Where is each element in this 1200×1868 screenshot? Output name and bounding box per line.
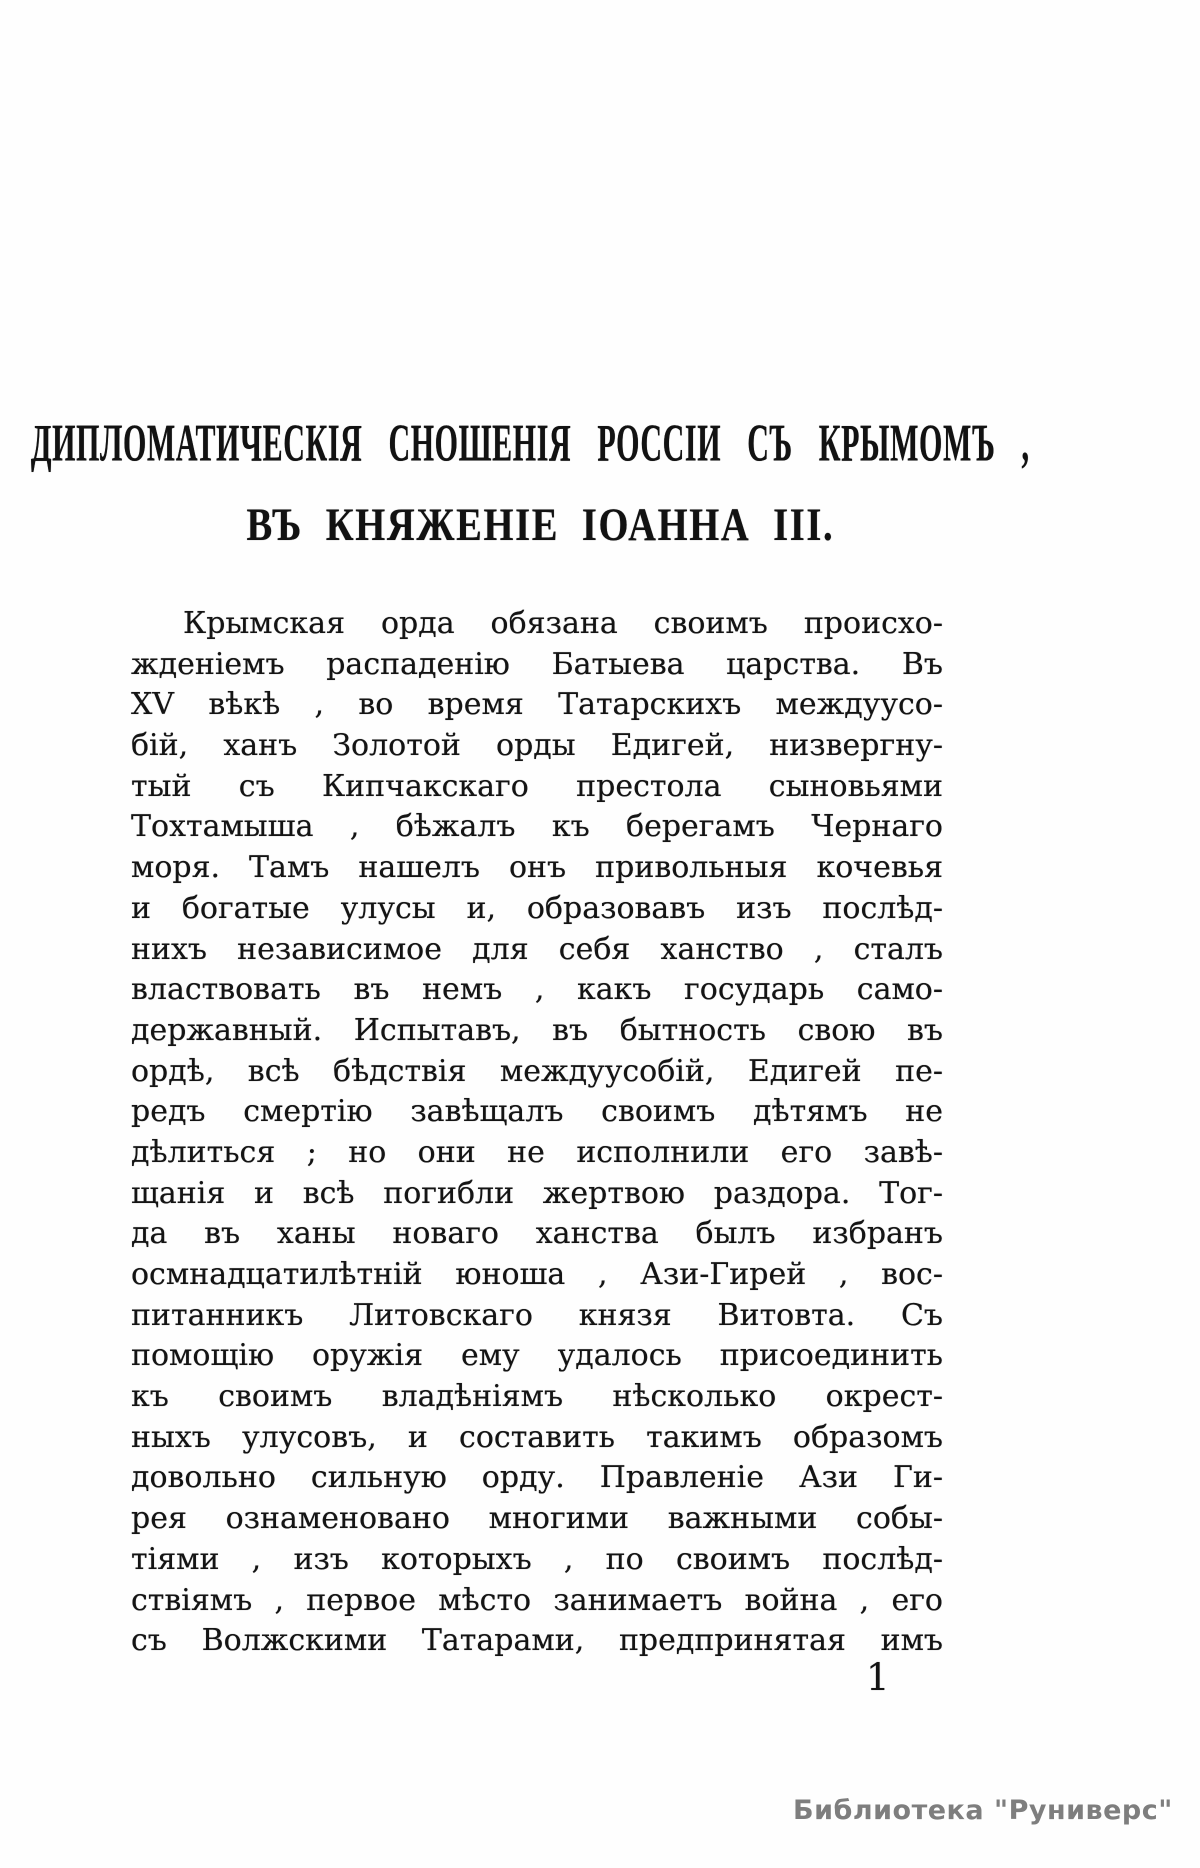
text-line: осмнадцатилѣтній юноша , Ази-Гирей , вос- <box>131 1257 943 1292</box>
chapter-title-line2 <box>0 498 1080 552</box>
text-line: Тохтамыша , бѣжалъ къ берегамъ Чернаго <box>131 809 943 845</box>
text-line: бій, ханъ Золотой орды Едигей, низвергну- <box>131 728 943 764</box>
text-line: и богатые улусы и, образовавъ изъ послѣд- <box>131 890 943 926</box>
text-line: ствіямъ , первое мѣсто занимаетъ война , его <box>131 1582 943 1618</box>
text-line: дѣлиться ; но они не исполнили его завѣ- <box>131 1134 943 1170</box>
body-text-block <box>131 604 943 1662</box>
text-line: питанникъ Литовскаго князя Витовта. Съ <box>131 1297 943 1333</box>
text-line: да въ ханы новаго ханства былъ избранъ <box>131 1216 943 1252</box>
chapter-title-line1 <box>0 412 1060 470</box>
chapter-title-line1-text: ДИПЛОМАТИЧЕСКІЯ СНОШЕНІЯ РОССІИ СЪ КРЫМОМЪ , <box>30 413 1030 472</box>
text-line: властвовать въ немъ , какъ государь само- <box>131 972 943 1008</box>
text-line: съ Волжскими Татарами, предпринятая имъ <box>131 1623 943 1659</box>
text-line: щанія и всѣ погибли жертвою раздора. Тог- <box>131 1175 943 1211</box>
text-line: помощію оружія ему удалось присоединить <box>131 1338 943 1374</box>
text-line: нихъ независимое для себя ханство , сталъ <box>131 931 943 967</box>
text-line: жденіемъ распаденію Батыева царства. Въ <box>131 646 943 682</box>
text-line: редъ смертію завѣщалъ своимъ дѣтямъ не <box>131 1094 943 1130</box>
text-line: Крымская орда обязана своимъ происхо- <box>183 606 943 641</box>
text-line: державный. Испытавъ, въ бытность свою въ <box>131 1012 943 1048</box>
text-line: моря. Тамъ нашелъ онъ привольныя кочевья <box>131 850 943 886</box>
text-line: ныхъ улусовъ, и составить такимъ образомъ <box>131 1419 943 1455</box>
library-watermark: Библиотека "Руниверс" <box>793 1795 1173 1826</box>
signature-page-number: 1 <box>866 1656 890 1699</box>
text-line: рея ознаменовано многими важными собы- <box>131 1501 943 1537</box>
text-line: тіями , изъ которыхъ , по своимъ послѣд- <box>131 1541 943 1577</box>
text-line: ордѣ, всѣ бѣдствія междуусобій, Едигей пе- <box>131 1053 943 1089</box>
text-line: тый съ Кипчакскаго престола сыновьями <box>131 768 943 804</box>
chapter-title-line2-text: ВЪ КНЯЖЕНІЕ ІОАННА III. <box>246 499 834 551</box>
text-line: къ своимъ владѣніямъ нѣсколько окрест- <box>131 1379 943 1415</box>
text-line: довольно сильную орду. Правленіе Ази Ги- <box>131 1460 943 1496</box>
text-line: XV вѣкѣ , во время Татарскихъ междуусо- <box>131 687 943 723</box>
